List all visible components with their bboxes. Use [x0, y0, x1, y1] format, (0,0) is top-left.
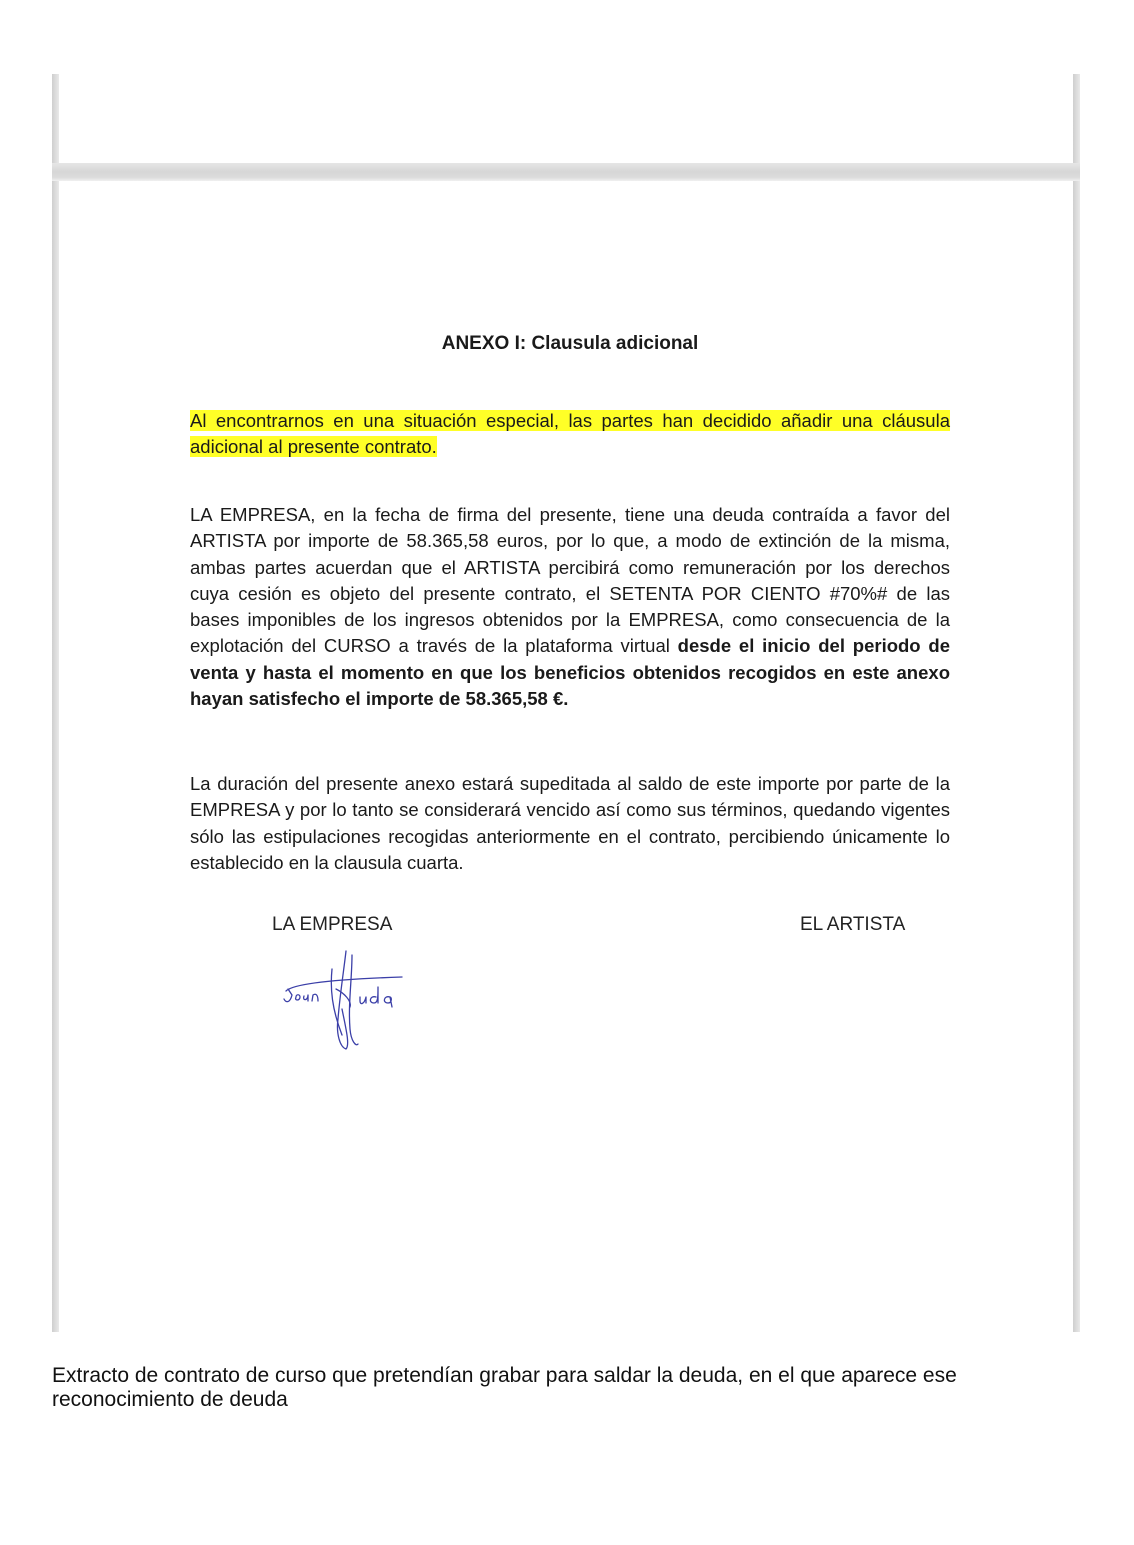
debt-paragraph: [190, 502, 950, 712]
intro-paragraph: [190, 408, 950, 461]
document-viewer: [52, 74, 1080, 1332]
page-separator: [52, 163, 1080, 181]
page-border-right: [1073, 74, 1080, 1332]
highlighted-text: Al encontrarnos en una situación especial, las partes han decidido añadir una cláusula adicional al presente contrato.: [190, 410, 950, 458]
handwritten-signature: [280, 949, 408, 1055]
signature-label-artista: EL ARTISTA: [800, 914, 906, 935]
signature-label-empresa: LA EMPRESA: [272, 914, 393, 935]
annex-title: ANEXO I: Clausula adicional: [441, 333, 699, 354]
duration-paragraph: La duración del presente anexo estará supeditada al saldo de este importe por parte de la EMPRESA y por lo tanto se considerará vencido así como sus términos, quedando vigentes sólo las estipulaciones recogidas anteriormente en el contrato, percibiendo únicamente lo establecido en la clausula cuarta.: [190, 773, 950, 873]
image-caption: Extracto de contrato de curso que pretendían grabar para saldar la deuda, en el que aparece ese reconocimiento de deuda: [52, 1364, 957, 1411]
page-border-left: [52, 74, 59, 1332]
debt-paragraph-text: LA EMPRESA, en la fecha de firma del presente, tiene una deuda contraída a favor del ARTISTA por importe de 58.365,58 euros, por lo que, a modo de extinción de la misma, ambas partes acuerdan que el ARTISTA percibirá como remuneración por los derechos cuya cesión es objeto del presente contrato, el SETENTA POR CIENTO #70%# de las bases imponibles de los ingresos obtenidos por la EMPRESA, como consecuencia de la explotación del CURSO a través de la plataforma virtual: [190, 504, 950, 657]
debt-paragraph-bold: desde el inicio del periodo de venta y hasta el momento en que los beneficios obtenidos recogidos en este anexo hayan satisfecho el importe de 58.365,58 €.: [190, 635, 950, 710]
